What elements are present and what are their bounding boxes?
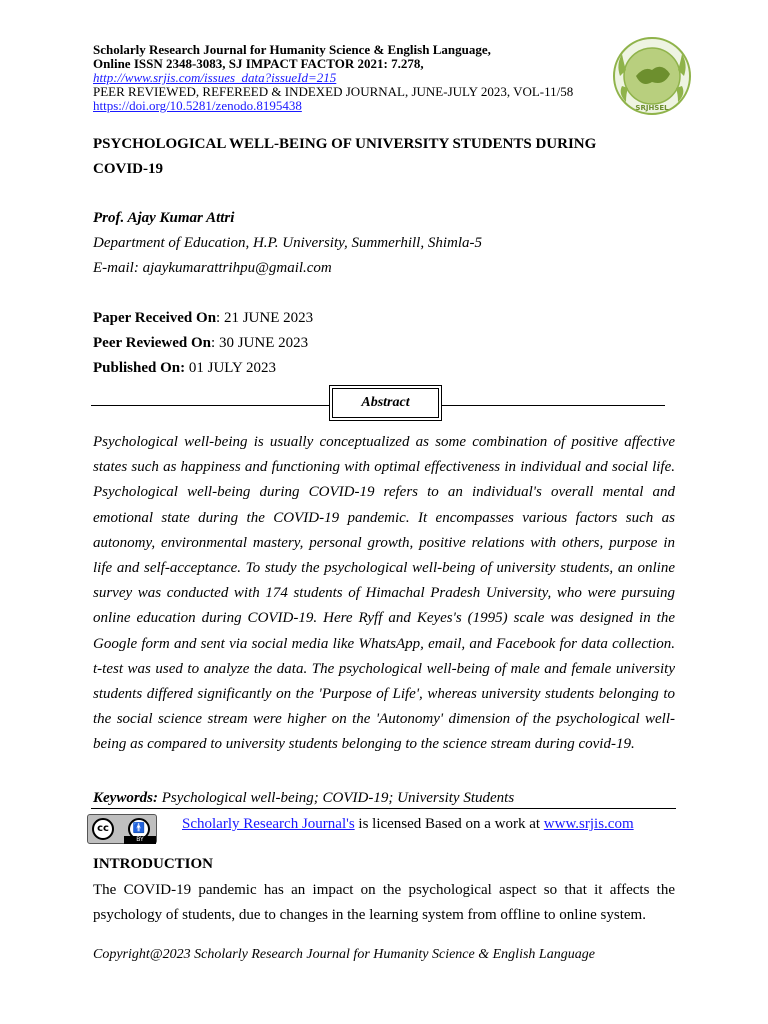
issue-url-link[interactable]: http://www.srjis.com/issues_data?issueId=215 (93, 70, 337, 85)
keywords (93, 788, 675, 808)
keywords-rule (91, 808, 676, 809)
creative-commons-badge[interactable] (87, 814, 157, 844)
reviewed-label: Peer Reviewed On (93, 335, 212, 351)
author-email: E-mail: ajaykumarattrihpu@gmail.com (93, 260, 332, 276)
author-department: Department of Education, H.P. University, Summerhill, Shimla-5 (93, 235, 482, 251)
peer-review-line: PEER REVIEWED, REFEREED & INDEXED JOURNAL, JUNE-JULY 2023, VOL-11/58 (93, 84, 574, 99)
received-date (93, 306, 673, 331)
issn-impact-factor: Online ISSN 2348-3083, SJ IMPACT FACTOR 2021: 7.278, (93, 56, 424, 71)
by-label: BY (124, 836, 156, 844)
introduction-heading: INTRODUCTION (93, 856, 214, 872)
author-block (93, 206, 673, 281)
cc-icon: cc (92, 818, 114, 840)
keywords-value: Psychological well-being; COVID-19; University Students (158, 790, 515, 806)
srjis-site-link[interactable]: www.srjis.com (543, 816, 634, 832)
published-label: Published On: (93, 360, 186, 376)
introduction-text: The COVID-19 pandemic has an impact on the psychological aspect so that it affects the psychology of students, due to changes in the learning system from offline to online system. (93, 882, 675, 923)
published-value: 01 JULY 2023 (185, 360, 276, 376)
attribution-person-icon: 🚹 (128, 818, 150, 840)
license-middle-text: is licensed Based on a work at (354, 816, 544, 832)
journal-name: Scholarly Research Journal for Humanity Science & English Language, (93, 42, 491, 57)
doi-link[interactable]: https://doi.org/10.5281/zenodo.8195438 (93, 98, 302, 113)
received-value: : 21 JUNE 2023 (216, 310, 314, 326)
journal-header (93, 43, 613, 113)
keywords-label: Keywords: (93, 790, 158, 806)
received-label: Paper Received On (93, 310, 217, 326)
journal-license-link[interactable]: Scholarly Research Journal's (182, 816, 355, 832)
title-line-1: PSYCHOLOGICAL WELL-BEING OF UNIVERSITY STUDENTS DURING (93, 136, 597, 152)
logo-text: SRJHSEL (635, 104, 669, 112)
reviewed-value: : 30 JUNE 2023 (211, 335, 309, 351)
published-date (93, 356, 673, 381)
abstract-rule-right (442, 405, 665, 406)
license-statement (182, 814, 634, 834)
abstract-rule-left (91, 405, 329, 406)
abstract-text: Psychological well-being is usually conceptualized as some combination of positive affective states such as happiness and functioning with optimal effectiveness in individual and social life. Psychological well-being during COVID-19 refers to an individual's overall mental and emotional state during the COVID-19 pandemic. It encompasses various factors such as autonomy, environmental mastery, personal growth, positive relations with others, purpose in life and self-acceptance. To study the psychological well-being of university students, an online survey was conducted with 174 students of Himachal Pradesh University, who were pursuing online education during COVID-19. Here Ryff and Keyes's (1995) scale was designed in the Google form and sent via social media like WhatsApp, email, and Facebook for data collection. t-test was used to analyze the data. The psychological well-being of male and female university students differed significantly on the 'Purpose of Life', whereas university students belonging to the social science stream were higher on the 'Autonomy' dimension of the psychological well-being as compared to university students belonging to the science stream during covid-19. (93, 434, 675, 753)
abstract-heading-box (329, 385, 442, 421)
paper-title (93, 132, 673, 182)
publication-dates (93, 306, 673, 381)
reviewed-date (93, 331, 673, 356)
title-line-2: COVID-19 (93, 161, 163, 177)
copyright-footer: Copyright@2023 Scholarly Research Journal for Humanity Science & English Language (93, 947, 595, 962)
journal-logo (612, 36, 692, 116)
abstract-heading: Abstract (332, 388, 439, 418)
author-name: Prof. Ajay Kumar Attri (93, 210, 235, 226)
